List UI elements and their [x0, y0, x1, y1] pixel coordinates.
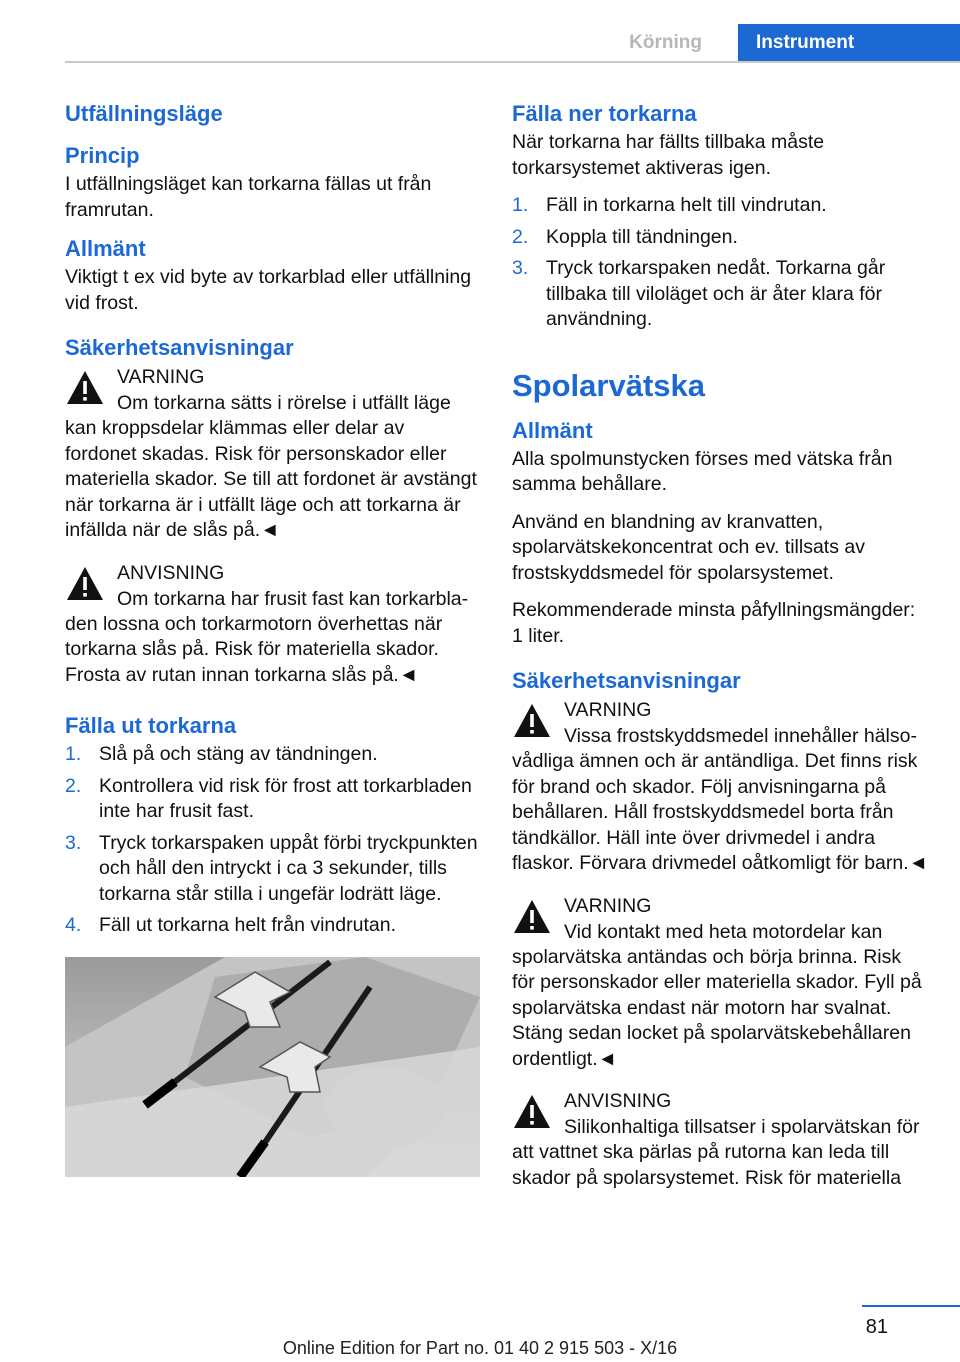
fold-out-steps [65, 742, 480, 939]
heading-princip: Princip [65, 143, 140, 168]
step-text: Tryck torkarspaken nedåt. Torkarna går tillbaka till viloläget och är åter klara för användning. [546, 257, 886, 330]
warning-triangle-icon [65, 564, 105, 604]
header-chapter-tab: Instrument [738, 24, 960, 62]
notice-first-line: Silikonhaltiga tillsatser i spolarvätskan för [564, 1116, 920, 1138]
notice-block [65, 560, 480, 689]
notice-title: ANVISNING [117, 561, 225, 584]
warning-triangle-icon [512, 1092, 552, 1132]
heading-washer-safety: Säkerhetsanvisningar [512, 668, 741, 693]
warning-body: vådliga ämnen och är antändliga. Det finns risk för brand och skador. Följ anvisningarna på behållaren. Håll frostskyddsmedel borta från tändkällor. Häll inte över drivmedel i andra flaskor. Förvara drivmedel oåtkomligt för barn.◄ [512, 750, 928, 874]
warning-block [65, 364, 480, 544]
warning-first-line: Om torkarna sätts i rörelse i utfällt läge [117, 392, 451, 414]
heading-safety: Säkerhetsanvisningar [65, 335, 294, 360]
list-item [65, 831, 480, 908]
list-item [65, 742, 480, 768]
step-number: 3. [65, 831, 82, 854]
warning-title: VARNING [117, 366, 205, 388]
text-washer-p3: Rekommenderade minsta påfyllningsmängder: 1 liter. [512, 599, 916, 647]
right-column [512, 100, 928, 1207]
left-column [65, 100, 480, 1184]
notice-body: den lossna och torkarmotorn överhettas när torkarna slås på. Risk för materiella skador. Frosta av rutan innan torkarna slås på.◄ [65, 612, 443, 686]
step-text: Fäll in torkarna helt till vindrutan. [546, 194, 827, 216]
warning-first-line: Vissa frostskyddsmedel innehåller hälso- [564, 725, 917, 747]
warning-triangle-icon [65, 368, 105, 408]
list-item [65, 774, 480, 825]
section-title-utfallningslage: Utfällningsläge [65, 101, 223, 126]
header-section-tab: Körning [629, 32, 702, 53]
header-rule [65, 61, 960, 63]
warning-block [512, 893, 928, 1073]
step-number: 3. [512, 257, 529, 279]
text-washer-p2: Använd en blandning av kranvatten, spolarvätskekoncentrat och ev. tillsats av frostskyddsmedel för spolarsystemet. [512, 510, 865, 584]
list-item [512, 256, 928, 333]
warning-triangle-icon [512, 897, 552, 937]
step-number: 2. [65, 774, 82, 797]
list-item [65, 913, 480, 939]
warning-title: VARNING [564, 894, 652, 917]
notice-title: ANVISNING [564, 1090, 672, 1112]
step-number: 1. [512, 194, 529, 216]
list-item [512, 225, 928, 251]
notice-first-line: Om torkarna har frusit fast kan torkarbla- [117, 587, 469, 610]
warning-first-line: Vid kontakt med heta motordelar kan [564, 920, 883, 943]
text-fold-in-intro: När torkarna har fällts tillbaka måste torkarsystemet aktiveras igen. [512, 131, 825, 179]
heading-fold-in: Fälla ner torkarna [512, 101, 697, 126]
step-text: Slå på och stäng av tändningen. [99, 743, 378, 765]
step-text: Tryck torkarspaken uppåt förbi tryckpunkten och håll den intryckt i ca 3 sekunder, tills torkarna står stilla i ungefär lodrätt läge. [99, 831, 478, 905]
page-number: 81 [865, 1316, 888, 1338]
text-washer-p1: Alla spolmunstycken förses med vätska från samma behållare. [512, 447, 893, 495]
step-number: 4. [65, 914, 82, 936]
text-allmant: Viktigt t ex vid byte av torkarblad eller utfällning vid frost. [65, 266, 472, 314]
warning-block [512, 697, 928, 877]
notice-block [512, 1088, 928, 1191]
warning-body: kan kroppsdelar klämmas eller delar av fordonet skadas. Risk för personskador eller materiella skador. Se till att fordonet är avstängt när torkarna är i utfällt läge och att torkarna är infällda när de slås på.◄ [65, 417, 477, 541]
notice-body: att vattnet ska pärlas på rutorna kan leda till skador på spolarsystemet. Risk för materiella [512, 1141, 902, 1189]
step-text: Kontrollera vid risk för frost att torkarbladen inte har frusit fast. [99, 774, 472, 822]
step-number: 2. [512, 225, 529, 248]
list-item [512, 193, 928, 219]
footer-rule [862, 1305, 960, 1307]
warning-body: spolarvätska antändas och börja brinna. Risk för personskador eller materiella skador. Fyll på spolarvätska endast när motorn har svalnat. Stäng sedan locket på spolarvätskebehållaren ordentligt.◄ [512, 945, 922, 1070]
heading-fold-out: Fälla ut torkarna [65, 713, 237, 738]
heading-washer-allmant: Allmänt [512, 417, 593, 443]
warning-triangle-icon [512, 701, 552, 741]
fold-in-steps [512, 193, 928, 333]
edition-footer: Online Edition for Part no. 01 40 2 915 503 - X/16 [282, 1338, 678, 1358]
warning-title: VARNING [564, 699, 652, 721]
wiper-fold-out-illustration [65, 957, 480, 1177]
text-princip: I utfällningsläget kan torkarna fällas ut från framrutan. [65, 173, 432, 221]
step-number: 1. [65, 743, 82, 765]
step-text: Fäll ut torkarna helt från vindrutan. [99, 914, 396, 936]
step-text: Koppla till tändningen. [546, 225, 738, 248]
section-title-spolarvatska: Spolarvätska [512, 367, 705, 403]
heading-allmant: Allmänt [65, 236, 146, 261]
